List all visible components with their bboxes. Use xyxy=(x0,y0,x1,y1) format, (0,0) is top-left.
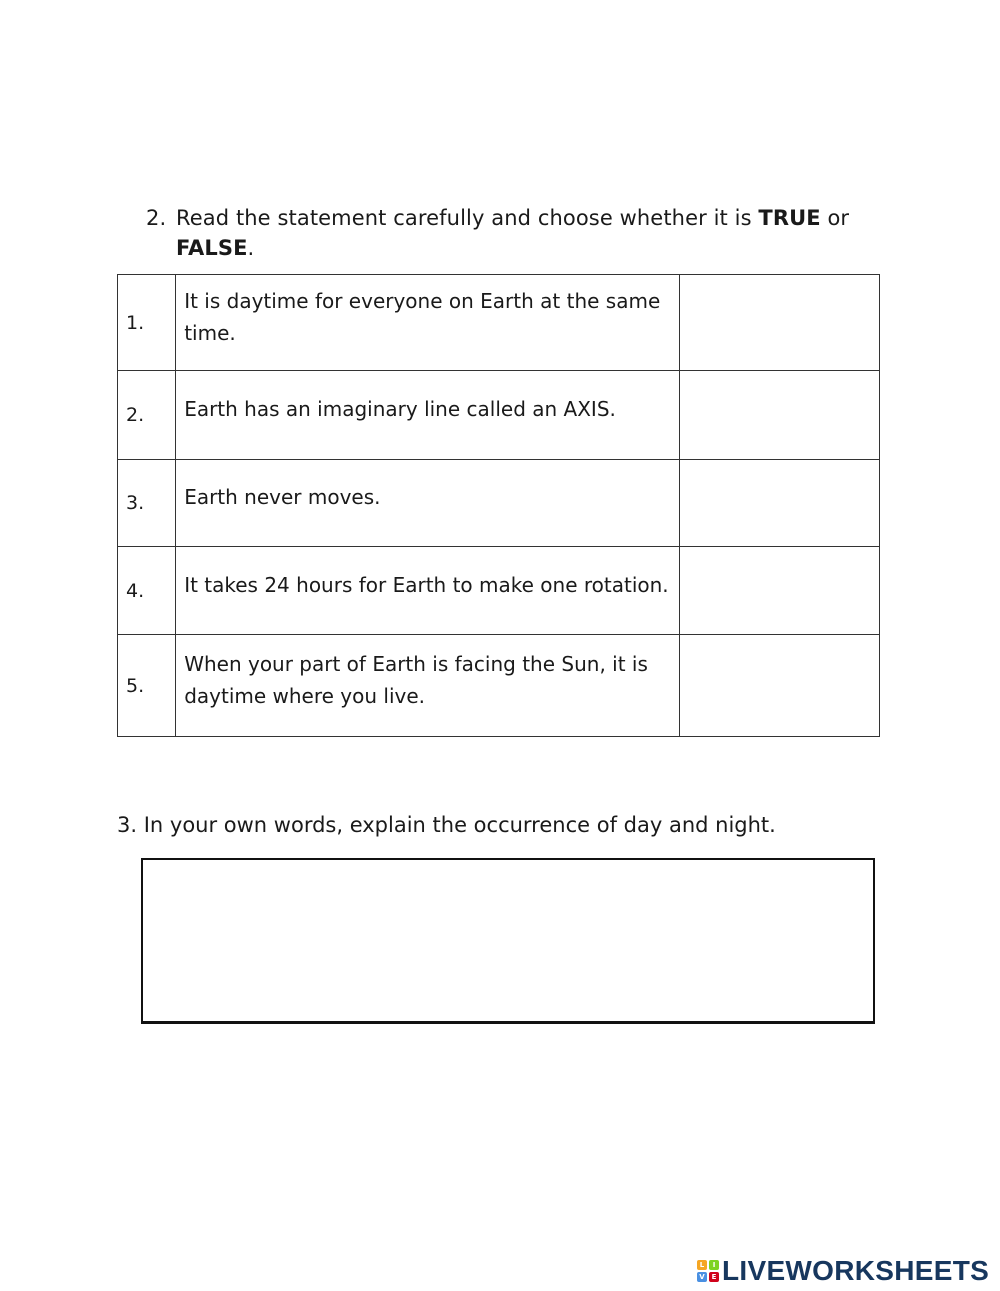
logo-mark-icon xyxy=(697,1260,719,1282)
logo-letter-l: L xyxy=(697,1260,707,1270)
table-row xyxy=(118,275,880,371)
answer-cell[interactable] xyxy=(680,371,880,460)
logo-text: LIVEWORKSHEETS xyxy=(722,1255,990,1286)
table-row xyxy=(118,460,880,547)
question-2 xyxy=(146,203,876,263)
liveworksheets-logo xyxy=(697,1254,989,1288)
logo-letter-e: E xyxy=(709,1272,719,1282)
table-row xyxy=(118,635,880,737)
row-statement: When your part of Earth is facing the Sun, it is daytime where you live. xyxy=(176,635,680,737)
row-statement: It is daytime for everyone on Earth at the same time. xyxy=(176,275,680,371)
explanation-answer-box[interactable] xyxy=(141,858,875,1024)
row-number: 1. xyxy=(118,275,176,371)
logo-letter-v: V xyxy=(697,1272,707,1282)
true-false-table xyxy=(117,274,880,737)
logo-letter-i: I xyxy=(709,1260,719,1270)
row-statement: Earth has an imaginary line called an AXIS. xyxy=(176,371,680,460)
false-word: FALSE xyxy=(176,236,248,260)
row-number: 2. xyxy=(118,371,176,460)
row-statement: Earth never moves. xyxy=(176,460,680,547)
question-2-number: 2. xyxy=(146,206,167,230)
row-number: 3. xyxy=(118,460,176,547)
answer-cell[interactable] xyxy=(680,460,880,547)
row-number: 4. xyxy=(118,547,176,635)
row-statement: It takes 24 hours for Earth to make one rotation. xyxy=(176,547,680,635)
answer-cell[interactable] xyxy=(680,547,880,635)
true-word: TRUE xyxy=(758,206,821,230)
question-2-instruction: Read the statement carefully and choose whether it is TRUE or FALSE. xyxy=(176,206,850,260)
table-row xyxy=(118,547,880,635)
answer-cell[interactable] xyxy=(680,635,880,737)
answer-cell[interactable] xyxy=(680,275,880,371)
question-3: 3. In your own words, explain the occurrence of day and night. xyxy=(117,813,776,837)
row-number: 5. xyxy=(118,635,176,737)
table-row xyxy=(118,371,880,460)
